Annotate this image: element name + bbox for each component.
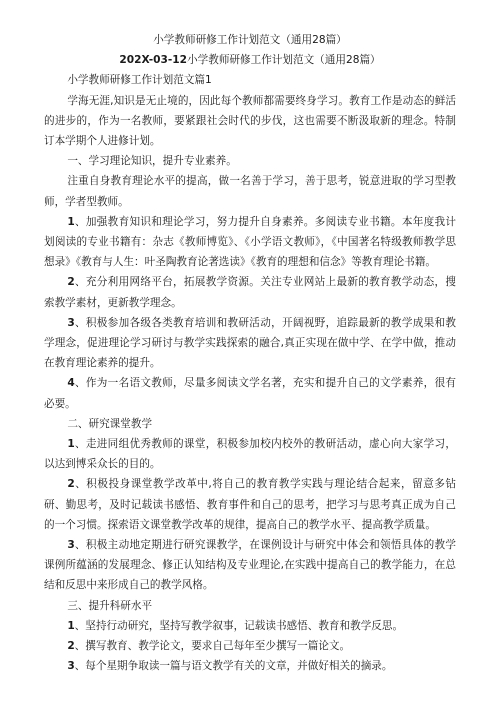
item-number: 1 — [67, 619, 75, 632]
item-number: 3 — [67, 316, 75, 329]
list-item — [44, 434, 456, 474]
section-1-intro: 注重自身教育理论水平的提高，做一名善于学习，善于思考，锐意进取的学习型教师，学者型教师。 — [44, 175, 456, 208]
list-item — [44, 212, 456, 273]
list-item — [44, 272, 456, 312]
list-item — [44, 373, 456, 413]
item-number: 2 — [67, 276, 75, 289]
section-2-heading: 二、研究课堂教学 — [67, 417, 153, 430]
list-item — [44, 313, 456, 374]
subtitle: 小学教师研修工作计划范文篇1 — [67, 74, 212, 87]
intro-paragraph: 学海无涯,知识是无止境的，因此每个教师都需要终身学习。教育工作是动态的鲜活的进步的，作为一名教师，要紧跟社会时代的步伐，这也需要不断汲取新的理念。特制订本学期个人进修计划。 — [44, 94, 456, 148]
item-text: 、作为一名语文教师，尽量多阅读文学名著，充实和提升自己的文学素养，很有必要。 — [44, 377, 456, 410]
item-text: 、撰写教育、教学论文，要求自己每年至少撰写一篇论文。 — [74, 640, 351, 653]
item-text: 、加强教育知识和理论学习，努力提升自身素养。多阅读专业书籍。本年度我计划阅读的专业书籍有：杂志《教师博览》、《小学语文教师》，《中国著名特级教师教学思想录》《教育与人生：叶圣陶教育论著选读》《教育的理想和信念》等教育理论书籍。 — [44, 215, 456, 269]
list-item — [44, 535, 456, 596]
section-1-heading: 一、学习理论知识，提升专业素养。 — [67, 155, 237, 168]
item-number: 1 — [67, 215, 75, 228]
section-3-heading: 三、提升科研水平 — [67, 599, 153, 612]
document-title: 小学教师研修工作计划范文（通用28篇） — [153, 34, 347, 46]
item-text: 、每个星期争取读一篇与语文教学有关的文章，并做好相关的摘录。 — [74, 660, 393, 673]
item-number: 3 — [67, 539, 75, 552]
list-item — [44, 636, 456, 656]
item-text: 、积极参加各级各类教育培训和教研活动，开阔视野，追踪最新的教学成果和教学理念，促进理论学习研讨与教学实践探索的融合,真正实现在做中学、在学中做，推动在教育理论素养的提升。 — [44, 316, 456, 370]
item-number: 2 — [67, 478, 75, 491]
item-number: 3 — [67, 660, 75, 673]
item-number: 1 — [67, 438, 75, 451]
list-item — [44, 616, 456, 636]
item-number: 4 — [67, 377, 75, 390]
date-title-line — [44, 50, 456, 70]
list-item — [44, 656, 456, 676]
item-text: 、走进同组优秀教师的课堂，积极参加校内校外的教研活动，虚心向大家学习，以达到博采众长的目的。 — [44, 438, 456, 471]
item-text: 、积极投身课堂教学改革中,将自己的教育教学实践与理论结合起来，留意多钻研、勤思考，及时记载读书感悟、教育事件和自己的思考，把学习与思考真正成为自己的一个习惯。探索语文课堂教学改革的规律，提高自己的教学水平、提高教学质量。 — [44, 478, 456, 531]
item-number: 2 — [67, 640, 75, 653]
item-text: 、坚持行动研究，坚持写教学叙事，记载读书感悟、教育和教学反思。 — [74, 619, 404, 632]
date-line-title: 小学教师研修工作计划范文（通用28篇） — [187, 54, 381, 67]
list-item — [44, 474, 456, 535]
publish-date: 202X-03-12 — [119, 54, 188, 67]
item-text: 、充分利用网络平台，拓展教学资源。关注专业网站上最新的教育教学动态，搜索教学素材，更新教学理念。 — [44, 276, 456, 309]
item-text: 、积极主动地定期进行研究课教学，在课例设计与研究中体会和领悟具体的教学课例所蕴涵的发展理念、修正认知结构及专业理论,在实践中提高自己的教学能力，在总结和反思中来形成自己的教学风格。 — [44, 539, 456, 592]
